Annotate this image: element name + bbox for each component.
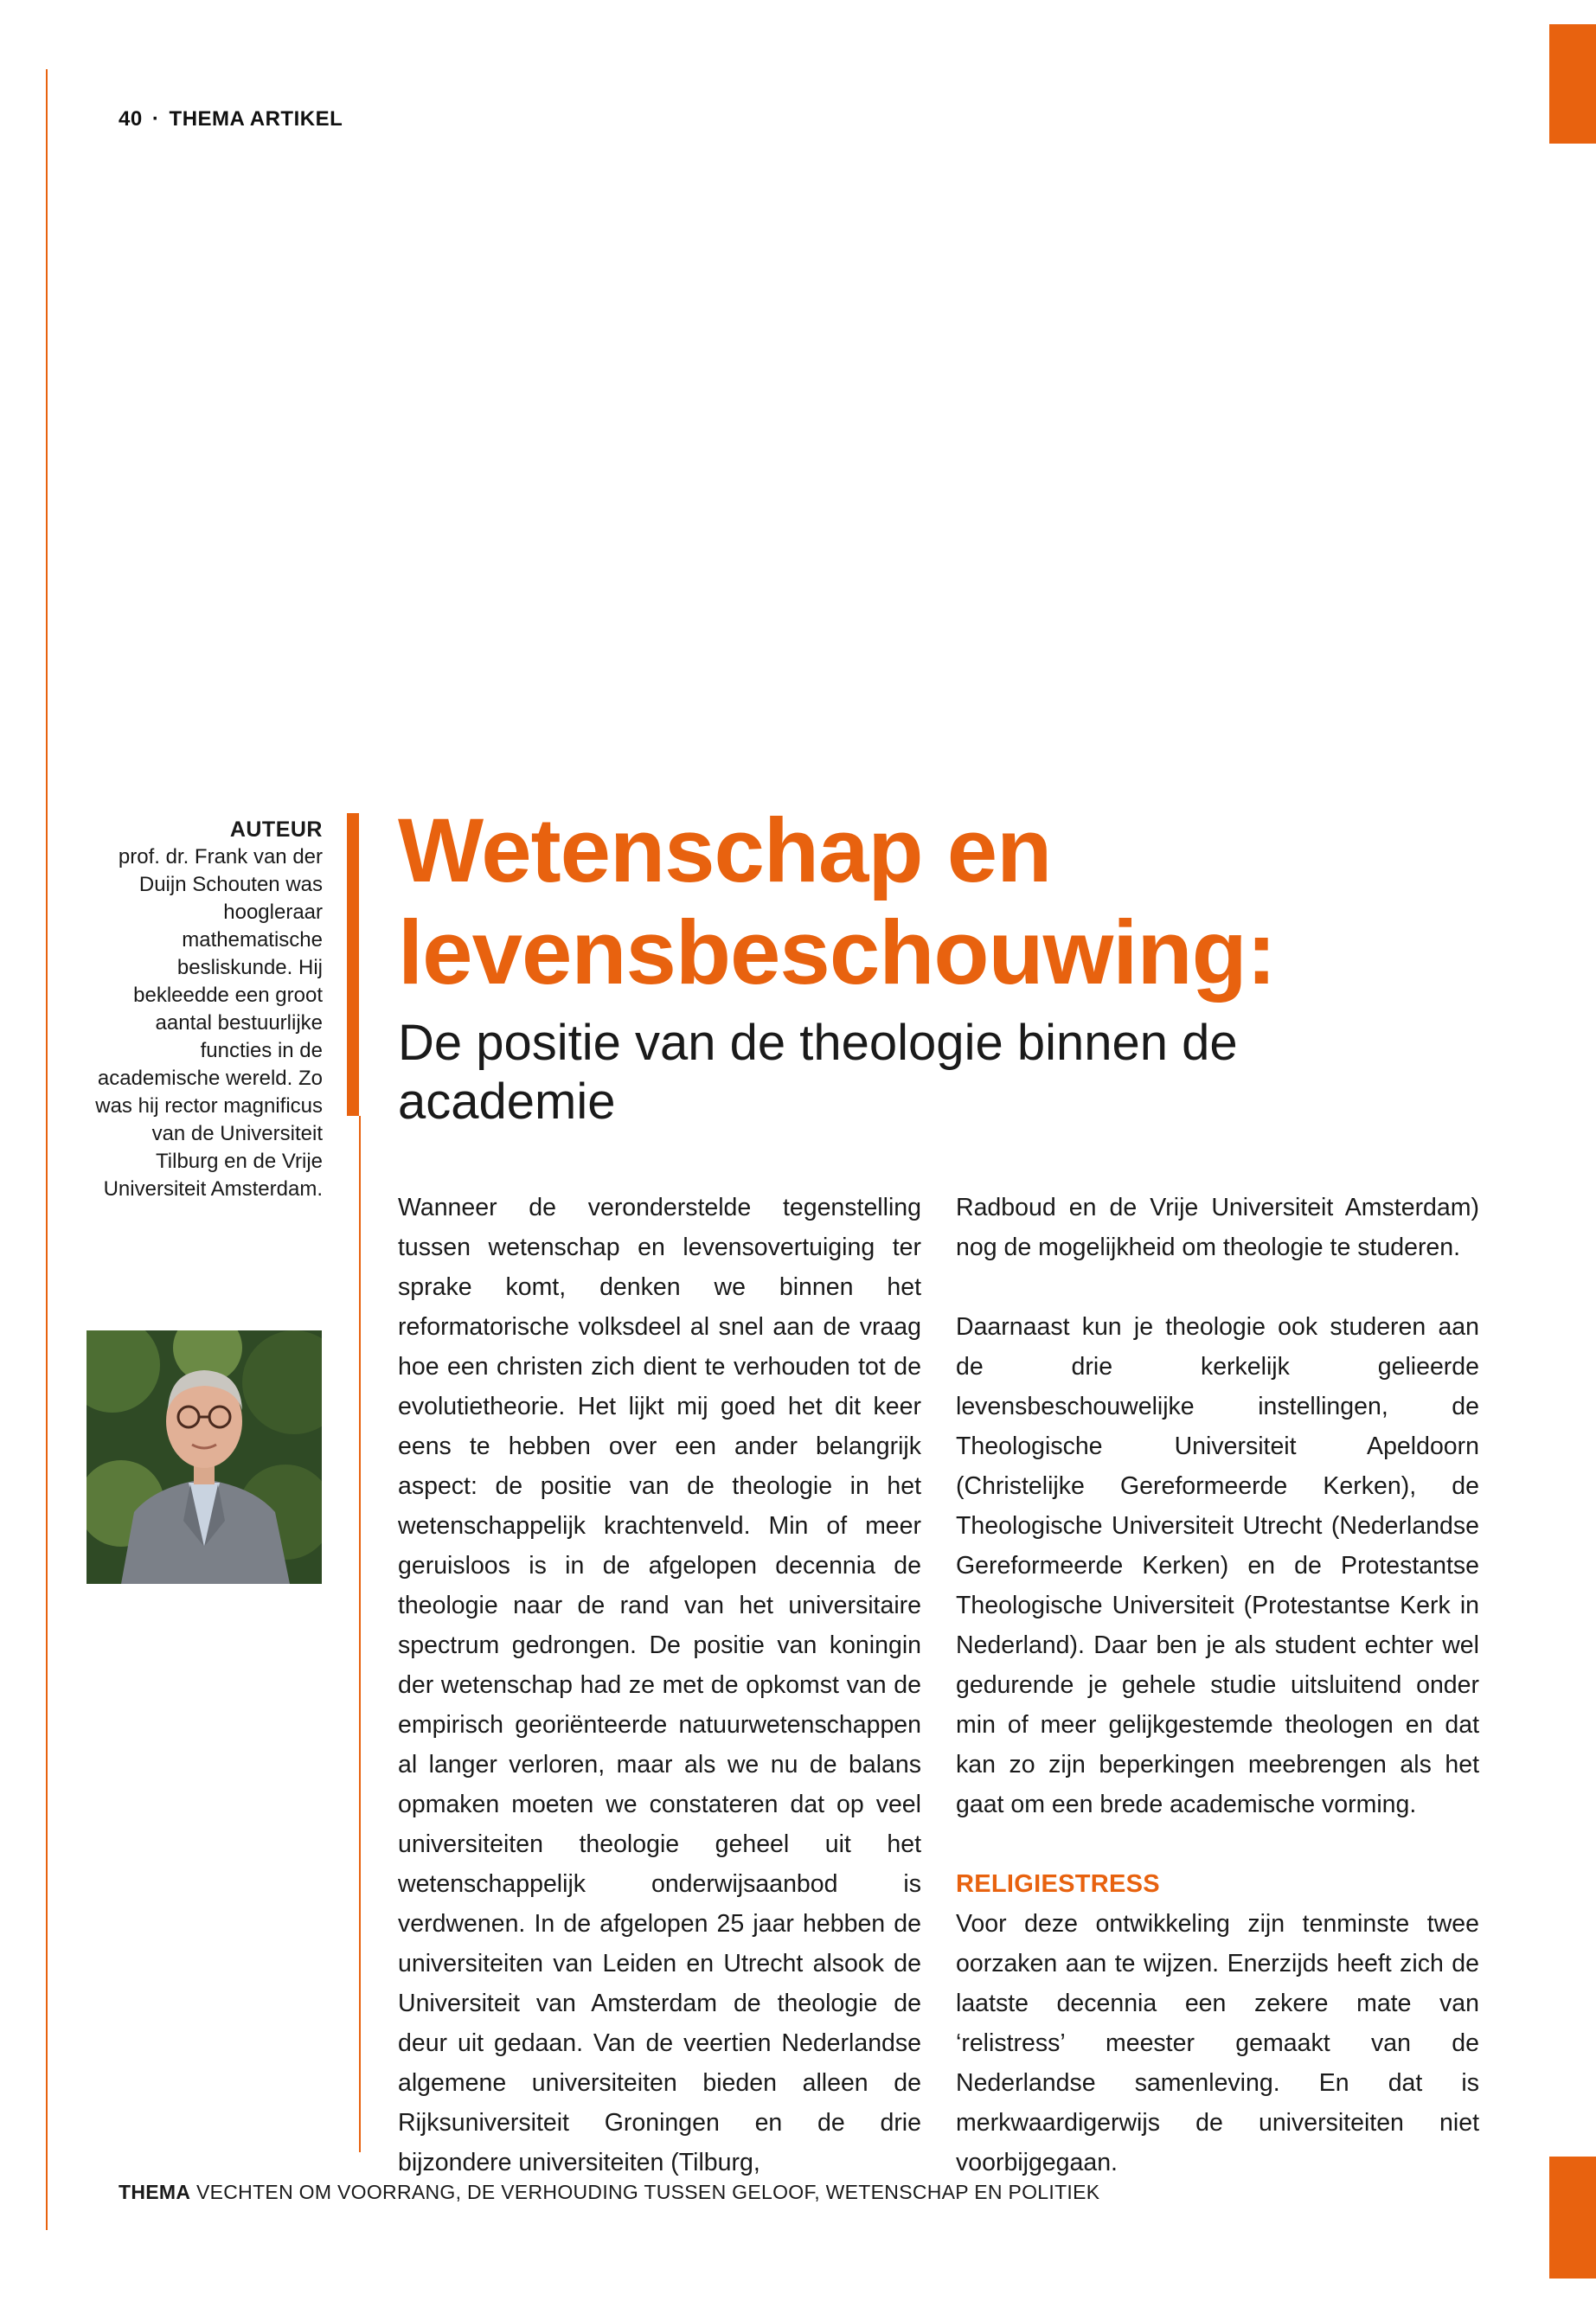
section-label: THEMA ARTIKEL: [169, 107, 343, 131]
footer-label: THEMA: [119, 2181, 191, 2203]
author-label: AUTEUR: [229, 817, 323, 842]
paragraph: Daarnaast kun je theologie ook studeren aan de drie kerkelijk gelieerde levensbeschouwelijke instellingen, de Theologische Universiteit Apeldoorn (Christelijke Gereformeerde Kerken), de Theologische Universiteit Utrecht (Nederlandse Gereformeerde Kerken) en de Protestantse Theologische Universiteit (Protestantse Kerk in Nederland). Daar ben je als student echter wel gedurende je gehele studie uitsluitend onder min of meer gelijkgestemde theologen en dat kan zo zijn beperkingen meebrengen als het gaat om een brede academische vorming.: [956, 1313, 1479, 1818]
body-column-right: [956, 1188, 1479, 2182]
footer: [119, 2181, 1099, 2204]
body-rule: [359, 1116, 361, 2152]
author-box: [87, 816, 323, 1203]
edge-tab-bottom: [1549, 2157, 1596, 2279]
article-subtitle: De positie van de theologie binnen de academie: [398, 1015, 1238, 1130]
paragraph: Voor deze ontwikkeling zijn tenminste twee oorzaken aan te wijzen. Enerzijds heeft zich de laatste decennia een zekere mate van ‘relistress’ meester gemaakt van de Nederlandse samenleving. En dat is merkwaardigerwijs de universiteiten niet voorbijgegaan.: [956, 1910, 1479, 2176]
paragraph: Radboud en de Vrije Universiteit Amsterdam) nog de mogelijkheid om theologie te studeren.: [956, 1194, 1479, 1261]
section-subheading: RELIGIESTRESS: [956, 1870, 1160, 1898]
margin-rule: [46, 69, 48, 2230]
body-column-left: [398, 1188, 921, 2182]
edge-tab-top: [1549, 24, 1596, 144]
footer-text: VECHTEN OM VOORRANG, DE VERHOUDING TUSSEN GELOOF, WETENSCHAP EN POLITIEK: [195, 2181, 1100, 2203]
running-head: [119, 107, 343, 131]
title-accent-bar: [347, 813, 359, 1116]
paragraph: Wanneer de veronderstelde tegenstelling tussen wetenschap en levensovertuiging ter sprake komt, denken we binnen het reformatorische volksdeel al snel aan de vraag hoe een christen zich dient te verhouden tot de evolutietheorie. Het lijkt mij goed het dit keer eens te hebben over een ander belangrijk aspect: de positie van de theologie in het wetenschappelijk krachtenveld. Min of meer geruisloos is in de afgelopen decennia de theologie naar de rand van het universitaire spectrum gedrongen. De positie van koningin der wetenschap had ze met de opkomst van de empirisch georiënteerde natuurwetenschappen al langer verloren, maar als we nu de balans opmaken moeten we constateren dat op veel universiteiten theologie geheel uit het wetenschappelijk onderwijsaanbod is verdwenen. In de afgelopen 25 jaar hebben de universiteiten van Leiden en Utrecht alsook de Universiteit van Amsterdam de theologie de deur uit gedaan. Van de veertien Nederlandse algemene universiteiten bieden alleen de Rijksuniversiteit Groningen en de drie bijzondere universiteiten (Tilburg,: [398, 1194, 921, 2176]
page-number: 40: [119, 107, 143, 131]
article-title: Wetenschap en levensbeschouwing:: [398, 800, 1276, 1003]
author-bio: prof. dr. Frank van der Duijn Schouten was hoogleraar mathematische besliskunde. Hij bekleedde een groot aantal bestuurlijke functies in de academische wereld. Zo was hij rector magnificus van de Universiteit Tilburg en de Vrije Universiteit Amsterdam.: [95, 845, 323, 1201]
separator-dot: ·: [151, 107, 160, 131]
author-photo: [87, 1330, 322, 1584]
